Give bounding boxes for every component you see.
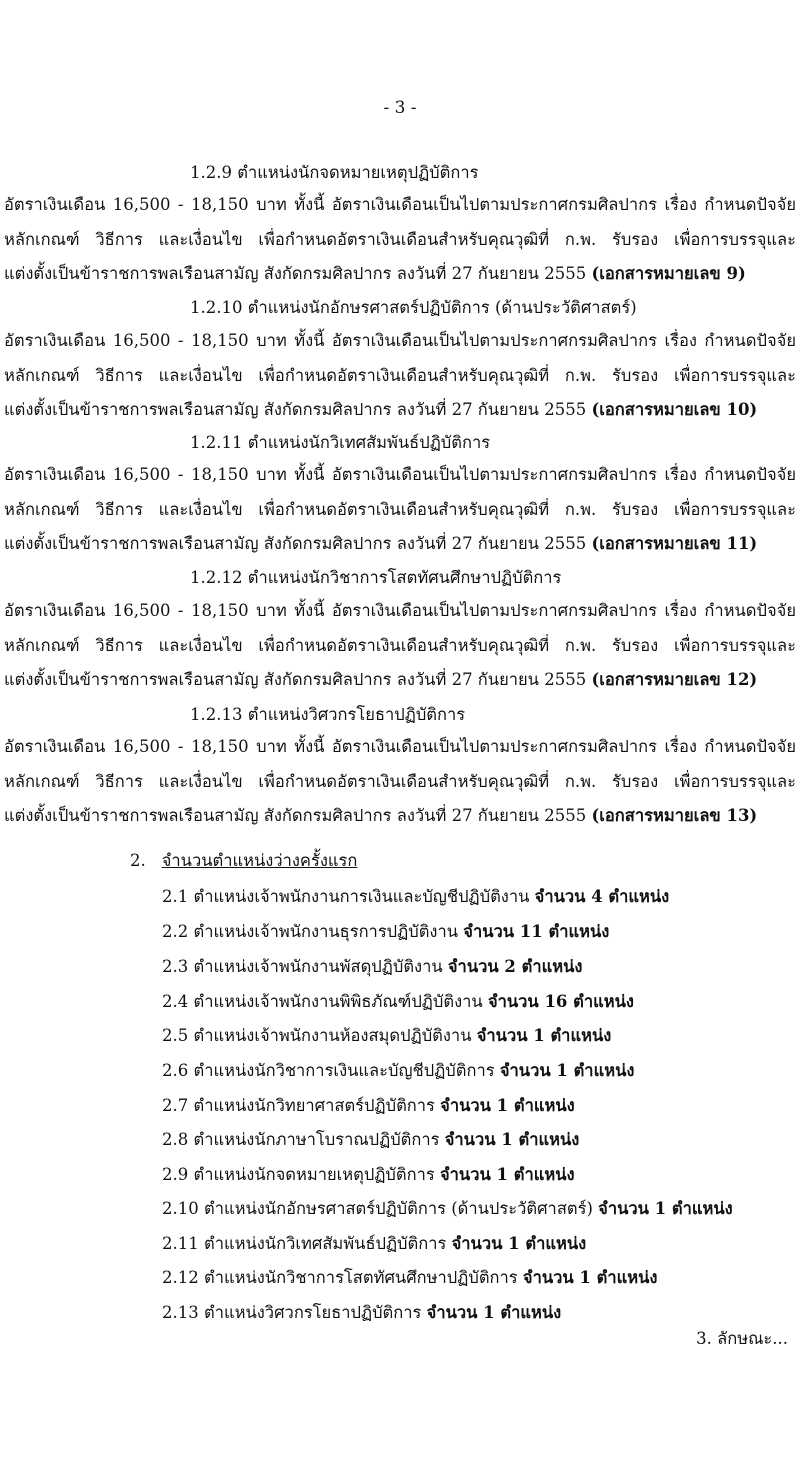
vacancy-count: จำนวน 1 ตำแหน่ง [440, 1096, 575, 1115]
section-title-text: จำนวนตำแหน่งว่างครั้งแรก [161, 851, 358, 870]
vacancy-count: จำนวน 16 ตำแหน่ง [487, 992, 634, 1011]
paragraph-line [4, 527, 796, 562]
vacancy-label: 2.1 ตำแหน่งเจ้าพนักงานการเงินและบัญชีปฏิบัติงาน [162, 887, 530, 906]
vacancy-count: จำนวน 2 ตำแหน่ง [447, 957, 583, 976]
position-heading: 1.2.10 ตำแหน่งนักอักษรศาสตร์ปฏิบัติการ (ด้านประวัติศาสตร์) [190, 298, 637, 317]
vacancy-item [162, 1023, 611, 1049]
paragraph-line [4, 257, 796, 292]
vacancy-label: 2.7 ตำแหน่งนักวิทยาศาสตร์ปฏิบัติการ [162, 1096, 435, 1115]
position-paragraph [4, 730, 796, 834]
paragraph-line: หลักเกณฑ์ วิธีการ และเงื่อนไข เพื่อกำหนดอัตราเงินเดือนสำหรับคุณวุฒิที่ ก.พ. รับรอง เพื่อการบรรจุและ [4, 635, 796, 655]
vacancy-label: 2.6 ตำแหน่งนักวิชาการเงินและบัญชีปฏิบัติการ [162, 1061, 495, 1080]
vacancy-item [162, 884, 669, 910]
vacancy-label: 2.3 ตำแหน่งเจ้าพนักงานพัสดุปฏิบัติงาน [162, 957, 443, 976]
vacancy-label: 2.9 ตำแหน่งนักจดหมายเหตุปฏิบัติการ [162, 1165, 435, 1184]
position-paragraph [4, 594, 796, 698]
vacancy-count: จำนวน 1 ตำแหน่ง [598, 1199, 733, 1218]
position-paragraph [4, 324, 796, 428]
vacancy-item [162, 1196, 733, 1222]
vacancy-label: 2.2 ตำแหน่งเจ้าพนักงานธุรการปฏิบัติงาน [162, 922, 459, 941]
paragraph-line: อัตราเงินเดือน 16,500 - 18,150 บาท ทั้งนี้ อัตราเงินเดือนเป็นไปตามประกาศกรมศิลปากร เรื่อง กำหนดปัจจัย [4, 737, 796, 756]
paragraph-line: อัตราเงินเดือน 16,500 - 18,150 บาท ทั้งนี้ อัตราเงินเดือนเป็นไปตามประกาศกรมศิลปากร เรื่อง กำหนดปัจจัย [4, 195, 796, 214]
vacancy-item [162, 1093, 575, 1119]
vacancy-label: 2.8 ตำแหน่งนักภาษาโบราณปฏิบัติการ [162, 1130, 440, 1149]
position-heading: 1.2.11 ตำแหน่งนักวิเทศสัมพันธ์ปฏิบัติการ [190, 433, 491, 452]
footer-continuation: 3. ลักษณะ... [696, 1329, 788, 1348]
vacancy-item [162, 1231, 586, 1257]
position-paragraph [4, 458, 796, 562]
document-reference: (เอกสารหมายเลข 12) [591, 670, 758, 689]
section-number: 2. [130, 851, 146, 870]
document-reference: (เอกสารหมายเลข 13) [591, 806, 758, 825]
section-title [130, 848, 357, 874]
paragraph-line: หลักเกณฑ์ วิธีการ และเงื่อนไข เพื่อกำหนดอัตราเงินเดือนสำหรับคุณวุฒิที่ ก.พ. รับรอง เพื่อการบรรจุและ [4, 771, 796, 791]
vacancy-count: จำนวน 1 ตำแหน่ง [451, 1234, 587, 1253]
vacancy-label: 2.11 ตำแหน่งนักวิเทศสัมพันธ์ปฏิบัติการ [162, 1234, 447, 1253]
vacancy-count: จำนวน 1 ตำแหน่ง [426, 1303, 562, 1322]
vacancy-item [162, 1058, 634, 1084]
vacancy-item [162, 954, 582, 980]
paragraph-line: อัตราเงินเดือน 16,500 - 18,150 บาท ทั้งนี้ อัตราเงินเดือนเป็นไปตามประกาศกรมศิลปากร เรื่อง กำหนดปัจจัย [4, 465, 796, 484]
vacancy-item [162, 1300, 561, 1326]
vacancy-count: จำนวน 4 ตำแหน่ง [534, 887, 670, 906]
vacancy-item [162, 1127, 579, 1153]
vacancy-count: จำนวน 1 ตำแหน่ง [444, 1130, 580, 1149]
vacancy-label: 2.5 ตำแหน่งเจ้าพนักงานห้องสมุดปฏิบัติงาน [162, 1026, 472, 1045]
paragraph-line: หลักเกณฑ์ วิธีการ และเงื่อนไข เพื่อกำหนดอัตราเงินเดือนสำหรับคุณวุฒิที่ ก.พ. รับรอง เพื่อการบรรจุและ [4, 499, 796, 519]
vacancy-item [162, 919, 609, 945]
vacancy-count: จำนวน 11 ตำแหน่ง [463, 922, 610, 941]
paragraph-line [4, 393, 796, 428]
paragraph-line: หลักเกณฑ์ วิธีการ และเงื่อนไข เพื่อกำหนดอัตราเงินเดือนสำหรับคุณวุฒิที่ ก.พ. รับรอง เพื่อการบรรจุและ [4, 229, 796, 249]
vacancy-count: จำนวน 1 ตำแหน่ง [522, 1268, 658, 1287]
paragraph-text: แต่งตั้งเป็นข้าราชการพลเรือนสามัญ สังกัดกรมศิลปากร ลงวันที่ 27 กันยายน 2555 [4, 400, 587, 419]
vacancy-item [162, 989, 634, 1015]
position-heading: 1.2.13 ตำแหน่งวิศวกรโยธาปฏิบัติการ [190, 705, 466, 724]
vacancy-label: 2.4 ตำแหน่งเจ้าพนักงานพิพิธภัณฑ์ปฏิบัติงาน [162, 992, 483, 1011]
position-heading: 1.2.12 ตำแหน่งนักวิชาการโสตทัศนศึกษาปฏิบัติการ [190, 568, 562, 587]
document-reference: (เอกสารหมายเลข 10) [591, 400, 758, 419]
paragraph-line: อัตราเงินเดือน 16,500 - 18,150 บาท ทั้งนี้ อัตราเงินเดือนเป็นไปตามประกาศกรมศิลปากร เรื่อง กำหนดปัจจัย [4, 331, 796, 350]
paragraph-line: หลักเกณฑ์ วิธีการ และเงื่อนไข เพื่อกำหนดอัตราเงินเดือนสำหรับคุณวุฒิที่ ก.พ. รับรอง เพื่อการบรรจุและ [4, 365, 796, 385]
paragraph-text: แต่งตั้งเป็นข้าราชการพลเรือนสามัญ สังกัดกรมศิลปากร ลงวันที่ 27 กันยายน 2555 [4, 806, 587, 825]
vacancy-count: จำนวน 1 ตำแหน่ง [499, 1061, 635, 1080]
vacancy-label: 2.10 ตำแหน่งนักอักษรศาสตร์ปฏิบัติการ (ด้านประวัติศาสตร์) [162, 1199, 593, 1218]
vacancy-count: จำนวน 1 ตำแหน่ง [440, 1165, 575, 1184]
paragraph-text: แต่งตั้งเป็นข้าราชการพลเรือนสามัญ สังกัดกรมศิลปากร ลงวันที่ 27 กันยายน 2555 [4, 534, 587, 553]
paragraph-text: แต่งตั้งเป็นข้าราชการพลเรือนสามัญ สังกัดกรมศิลปากร ลงวันที่ 27 กันยายน 2555 [4, 264, 587, 283]
vacancy-item [162, 1265, 657, 1291]
paragraph-line [4, 663, 796, 698]
vacancy-label: 2.13 ตำแหน่งวิศวกรโยธาปฏิบัติการ [162, 1303, 422, 1322]
document-reference: (เอกสารหมายเลข 9) [591, 264, 746, 283]
position-heading: 1.2.9 ตำแหน่งนักจดหมายเหตุปฏิบัติการ [190, 163, 479, 182]
vacancy-label: 2.12 ตำแหน่งนักวิชาการโสตทัศนศึกษาปฏิบัติการ [162, 1268, 518, 1287]
paragraph-line: อัตราเงินเดือน 16,500 - 18,150 บาท ทั้งนี้ อัตราเงินเดือนเป็นไปตามประกาศกรมศิลปากร เรื่อง กำหนดปัจจัย [4, 601, 796, 620]
position-paragraph [4, 188, 796, 292]
document-reference: (เอกสารหมายเลข 11) [591, 534, 758, 553]
paragraph-text: แต่งตั้งเป็นข้าราชการพลเรือนสามัญ สังกัดกรมศิลปากร ลงวันที่ 27 กันยายน 2555 [4, 670, 587, 689]
page-number: - 3 - [383, 98, 417, 118]
paragraph-line [4, 799, 796, 834]
vacancy-item [162, 1162, 575, 1188]
vacancy-count: จำนวน 1 ตำแหน่ง [476, 1026, 612, 1045]
